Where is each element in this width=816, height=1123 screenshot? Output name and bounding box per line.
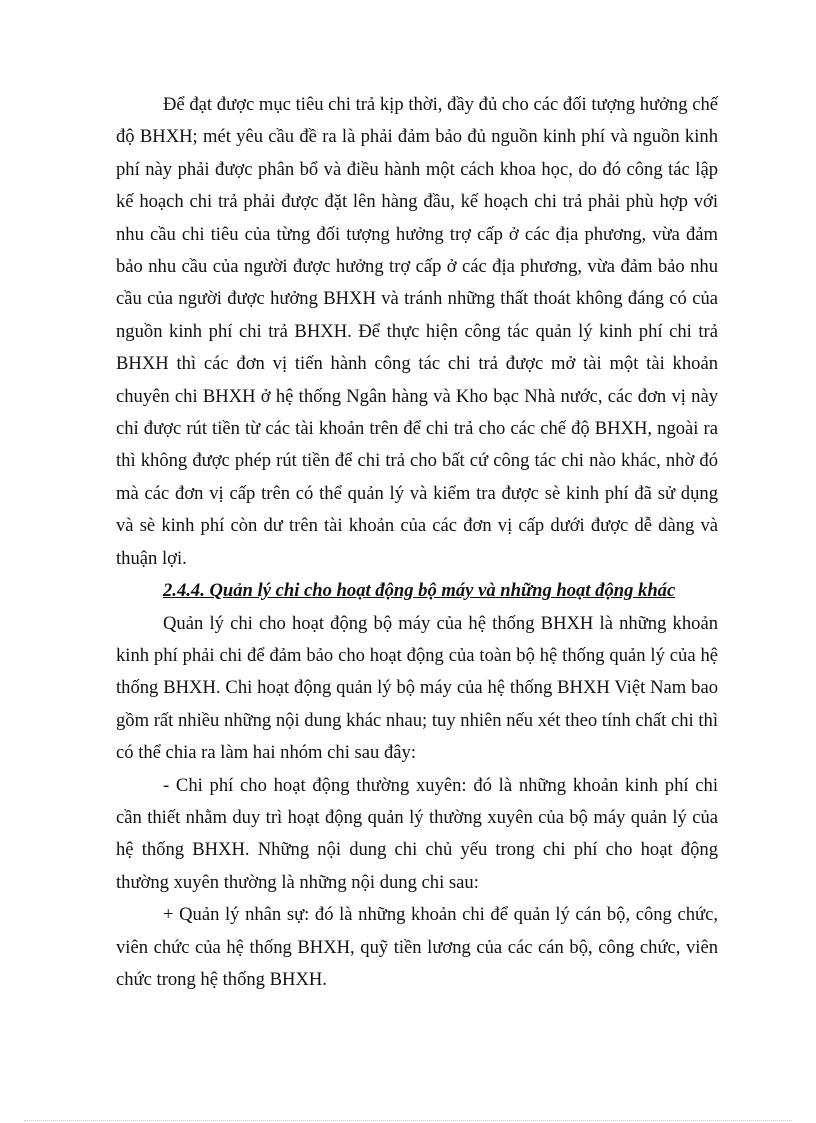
section-heading-2-4-4: 2.4.4. Quản lý chi cho hoạt động bộ máy và những hoạt động khác [163,580,676,602]
paragraph-disbursement-planning: Để đạt được mục tiêu chi trả kịp thời, đầy đủ cho các đối tượng hưởng chế độ BHXH; mét yêu cầu đề ra là phải đảm bảo đủ nguồn kinh phí và nguồn kinh phí này phải được phân bổ và điều hành một cách khoa học, do đó công tác lập kế hoạch chi trả phải được đặt lên hàng đầu, kế hoạch chi trả phải phù hợp với nhu cầu chi tiêu của từng đối tượng hưởng trợ cấp ở các địa phương, vừa đảm bảo nhu cầu của người được hưởng trợ cấp ở các địa phương, vừa đảm bảo nhu cầu của người được hưởng BHXH và tránh những thất thoát không đáng có của nguồn kinh phí chi trả BHXH. Để thực hiện công tác quản lý kinh phí chi trả BHXH thì các đơn vị tiến hành công tác chi trả được mở tài một tài khoản chuyên chi BHXH ở hệ thống Ngân hàng và Kho bạc Nhà nước, các đơn vị này chỉ được rút tiền từ các tài khoản trên để chi trả cho các chế độ BHXH, ngoài ra thì không được phép rút tiền để chi trả cho bất cứ công tác chi nào khác, nhờ đó mà các đơn vị cấp trên có thể quản lý và kiểm tra được sè kinh phí đã sử dụng và sè kinh phí còn dư trên tài khoản của các đơn vị cấp dưới được dễ dàng và thuận lợi. [116,94,718,569]
paragraph-personnel-management: + Quản lý nhân sự: đó là những khoản chi để quản lý cán bộ, công chức, viên chức của hệ thống BHXH, quỹ tiền lương của các cán bộ, công chức, viên chức trong hệ thống BHXH. [116,904,718,990]
document-body [116,89,718,996]
page-bottom-divider [24,1120,792,1121]
paragraph-apparatus-expenses: Quản lý chi cho hoạt động bộ máy của hệ thống BHXH là những khoản kinh phí phải chi để đảm bảo cho hoạt động của toàn bộ hệ thống quản lý của hệ thống BHXH. Chi hoạt động quản lý bộ máy của hệ thống BHXH Việt Nam bao gồm rất nhiều những nội dung khác nhau; tuy nhiên nếu xét theo tính chất chi thì có thể chia ra làm hai nhóm chi sau đây: [116,612,718,764]
paragraph-regular-expenses: - Chi phí cho hoạt động thường xuyên: đó là những khoản kinh phí chi cần thiết nhằm duy trì hoạt động quản lý thường xuyên của bộ máy quản lý của hệ thống BHXH. Những nội dung chi chủ yếu trong chi phí cho hoạt động thường xuyên thường là những nội dung chi sau: [116,774,718,893]
